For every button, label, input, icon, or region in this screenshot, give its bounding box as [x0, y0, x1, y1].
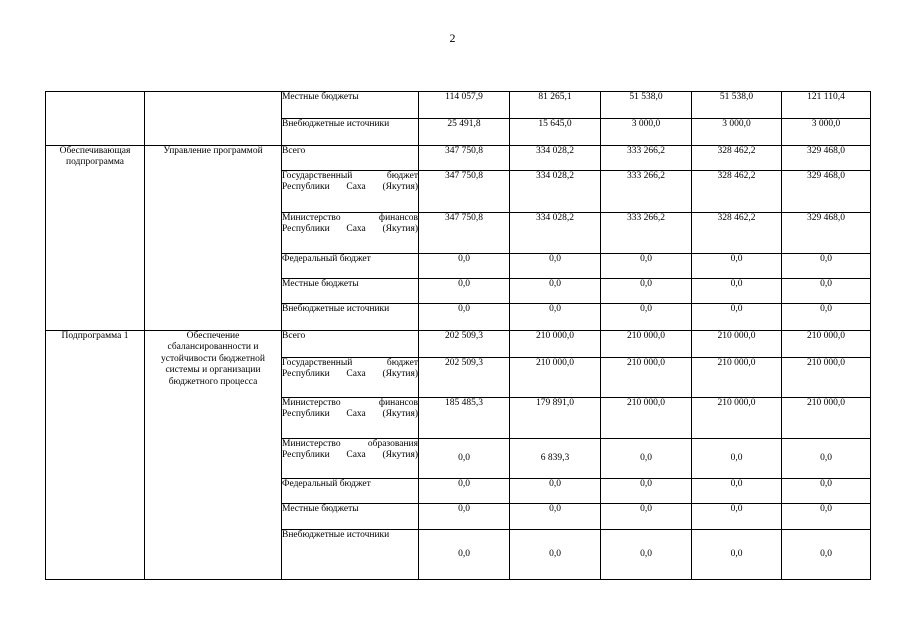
value-cell: 0,0	[510, 530, 601, 580]
table-row	[46, 92, 871, 119]
funding-source-cell	[282, 479, 419, 504]
funding-source-label: Федеральный бюджет	[282, 254, 371, 264]
value-cell: 0,0	[510, 254, 601, 279]
budget-table-body	[46, 92, 871, 580]
value-cell: 0,0	[510, 479, 601, 504]
value-cell: 0,0	[601, 530, 692, 580]
value-cell: 0,0	[419, 504, 510, 530]
program-name-cell: Управление программой	[145, 146, 282, 331]
value-cell: 0,0	[692, 254, 782, 279]
value-cell: 0,0	[510, 304, 601, 331]
value-cell: 0,0	[601, 254, 692, 279]
value-cell: 0,0	[419, 530, 510, 580]
value-cell: 210 000,0	[692, 398, 782, 439]
value-cell: 0,0	[692, 504, 782, 530]
funding-source-cell	[282, 504, 419, 530]
value-cell: 121 110,4	[782, 92, 871, 119]
value-cell: 0,0	[692, 439, 782, 479]
value-cell: 333 266,2	[601, 146, 692, 171]
funding-source-label: Местные бюджеты	[282, 279, 359, 289]
funding-source-cell	[282, 304, 419, 331]
value-cell: 0,0	[601, 504, 692, 530]
value-cell: 210 000,0	[601, 331, 692, 358]
value-cell: 329 468,0	[782, 213, 871, 254]
funding-source-cell	[282, 331, 419, 358]
program-cell	[46, 92, 145, 146]
funding-source-cell	[282, 279, 419, 304]
value-cell: 0,0	[782, 279, 871, 304]
value-cell: 202 509,3	[419, 331, 510, 358]
value-cell: 81 265,1	[510, 92, 601, 119]
value-cell: 0,0	[692, 530, 782, 580]
value-cell: 0,0	[692, 479, 782, 504]
funding-source-label: Внебюджетные источники	[282, 119, 390, 129]
value-cell: 334 028,2	[510, 171, 601, 213]
value-cell: 210 000,0	[692, 358, 782, 398]
value-cell: 329 468,0	[782, 146, 871, 171]
value-cell: 210 000,0	[601, 398, 692, 439]
value-cell: 0,0	[782, 304, 871, 331]
value-cell: 3 000,0	[782, 119, 871, 146]
funding-source-label: Федеральный бюджет	[282, 479, 371, 489]
value-cell: 0,0	[782, 254, 871, 279]
table-row	[46, 146, 871, 171]
value-cell: 0,0	[510, 504, 601, 530]
value-cell: 328 462,2	[692, 146, 782, 171]
value-cell: 3 000,0	[601, 119, 692, 146]
value-cell: 0,0	[692, 304, 782, 331]
funding-source-cell	[282, 213, 419, 254]
funding-source-label: Всего	[282, 331, 306, 341]
funding-source-cell	[282, 254, 419, 279]
funding-source-cell	[282, 171, 419, 213]
funding-source-label: Внебюджетные источники	[282, 304, 390, 314]
value-cell: 210 000,0	[510, 358, 601, 398]
table-row	[46, 331, 871, 358]
value-cell: 51 538,0	[692, 92, 782, 119]
value-cell: 347 750,8	[419, 171, 510, 213]
value-cell: 334 028,2	[510, 213, 601, 254]
value-cell: 328 462,2	[692, 171, 782, 213]
funding-source-cell	[282, 439, 419, 479]
value-cell: 0,0	[782, 479, 871, 504]
value-cell: 0,0	[419, 304, 510, 331]
value-cell: 3 000,0	[692, 119, 782, 146]
funding-source-label: Государственный бюджет Республики Саха (Якутия)	[282, 358, 418, 380]
value-cell: 179 891,0	[510, 398, 601, 439]
funding-source-cell	[282, 92, 419, 119]
program-name-cell: Обеспечение сбалансированности и устойчивости бюджетной системы и организации бюджетного процесса	[145, 331, 282, 580]
funding-source-label: Местные бюджеты	[282, 504, 359, 514]
funding-source-label: Министерство финансов Республики Саха (Якутия)	[282, 213, 418, 235]
funding-source-label: Министерство финансов Республики Саха (Якутия)	[282, 398, 418, 420]
funding-source-cell	[282, 358, 419, 398]
value-cell: 51 538,0	[601, 92, 692, 119]
value-cell: 347 750,8	[419, 146, 510, 171]
value-cell: 210 000,0	[601, 358, 692, 398]
value-cell: 328 462,2	[692, 213, 782, 254]
value-cell: 0,0	[419, 254, 510, 279]
value-cell: 347 750,8	[419, 213, 510, 254]
value-cell: 210 000,0	[782, 358, 871, 398]
value-cell: 210 000,0	[692, 331, 782, 358]
value-cell: 333 266,2	[601, 171, 692, 213]
program-cell: Подпрограмма 1	[46, 331, 145, 580]
page-number: 2	[449, 31, 456, 45]
value-cell: 0,0	[510, 279, 601, 304]
value-cell: 0,0	[782, 530, 871, 580]
value-cell: 0,0	[692, 279, 782, 304]
value-cell: 334 028,2	[510, 146, 601, 171]
value-cell: 0,0	[782, 504, 871, 530]
budget-table	[45, 91, 871, 580]
value-cell: 210 000,0	[782, 398, 871, 439]
value-cell: 0,0	[419, 479, 510, 504]
program-name-cell	[145, 92, 282, 146]
value-cell: 0,0	[601, 479, 692, 504]
value-cell: 0,0	[419, 279, 510, 304]
value-cell: 202 509,3	[419, 358, 510, 398]
value-cell: 6 839,3	[510, 439, 601, 479]
value-cell: 15 645,0	[510, 119, 601, 146]
program-cell: Обеспечивающая подпрограмма	[46, 146, 145, 331]
funding-source-label: Внебюджетные источники	[282, 530, 390, 540]
value-cell: 0,0	[782, 439, 871, 479]
funding-source-label: Министерство образования Республики Саха (Якутия)	[282, 439, 418, 461]
value-cell: 0,0	[601, 279, 692, 304]
value-cell: 0,0	[419, 439, 510, 479]
funding-source-label: Местные бюджеты	[282, 92, 359, 102]
funding-source-cell	[282, 146, 419, 171]
value-cell: 114 057,9	[419, 92, 510, 119]
value-cell: 0,0	[601, 439, 692, 479]
value-cell: 329 468,0	[782, 171, 871, 213]
funding-source-label: Государственный бюджет Республики Саха (Якутия)	[282, 171, 418, 193]
funding-source-cell	[282, 530, 419, 580]
value-cell: 333 266,2	[601, 213, 692, 254]
value-cell: 25 491,8	[419, 119, 510, 146]
funding-source-label: Всего	[282, 146, 306, 156]
funding-source-cell	[282, 398, 419, 439]
value-cell: 185 485,3	[419, 398, 510, 439]
value-cell: 210 000,0	[782, 331, 871, 358]
value-cell: 0,0	[601, 304, 692, 331]
funding-source-cell	[282, 119, 419, 146]
value-cell: 210 000,0	[510, 331, 601, 358]
